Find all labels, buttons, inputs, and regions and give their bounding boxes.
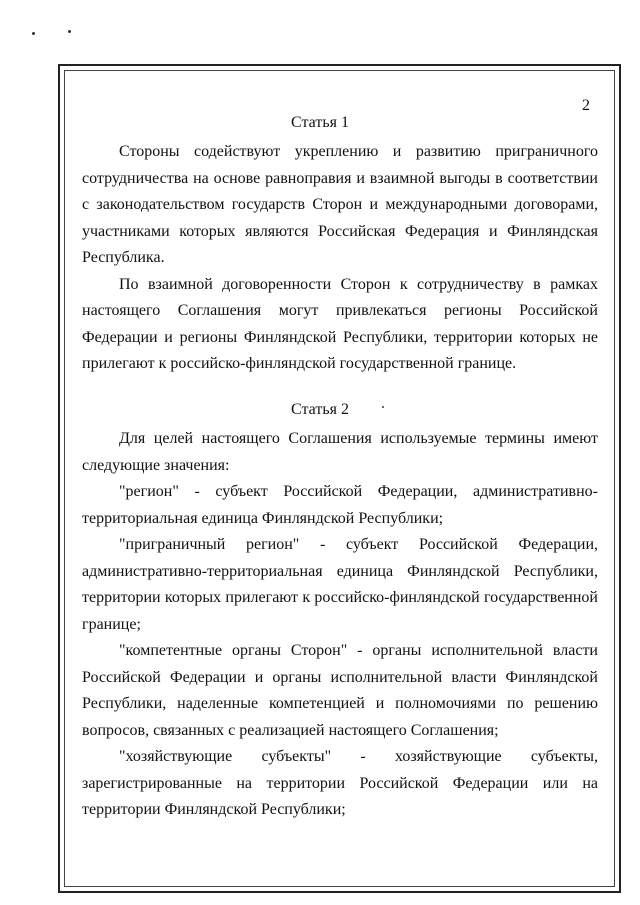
article-1-paragraph: По взаимной договоренности Сторон к сотрудничеству в рамках настоящего Соглашения могут привлекаться регионы Российской Федерации и регионы Финляндской Республики, территории которых не прилегают к российско-финляндской государственной границе. <box>82 275 598 372</box>
article-1-body <box>82 139 598 378</box>
article-2-body <box>82 426 598 824</box>
article-2-intro: Для целей настоящего Соглашения используемые термины имеют следующие значения: <box>82 430 598 474</box>
definition-item: "регион" - субъект Российской Федерации, административно-территориальная единица Финляндской Республики; <box>82 483 598 527</box>
definition-item: "приграничный регион" - субъект Российской Федерации, административно-территориальная единица Финляндской Республики, территории которых прилегают к российско-финляндской государственной границе; <box>82 536 598 633</box>
article-1-heading: Статья 1 <box>291 114 349 131</box>
scan-speck <box>68 30 71 33</box>
article-2-heading: Статья 2 <box>291 401 349 418</box>
definition-item: "компетентные органы Сторон" - органы исполнительной власти Российской Федерации и органы исполнительной власти Финляндской Республики, наделенные компетенцией и полномочиями по решению вопросов, связанных с реализацией настоящего Соглашения; <box>82 642 598 739</box>
definition-item: "хозяйствующие субъекты" - хозяйствующие субъекты, зарегистрированные на территории Российской Федерации или на территории Финляндской Республики; <box>82 748 598 818</box>
scan-speck <box>32 32 35 35</box>
article-1-paragraph: Стороны содействуют укреплению и развитию приграничного сотрудничества на основе равноправия и взаимной выгоды в соответствии с законодательством государств Сторон и международными договорами, участниками которых являются Российская Федерация и Финляндская Республика. <box>82 143 598 266</box>
page-number: 2 <box>582 97 590 114</box>
